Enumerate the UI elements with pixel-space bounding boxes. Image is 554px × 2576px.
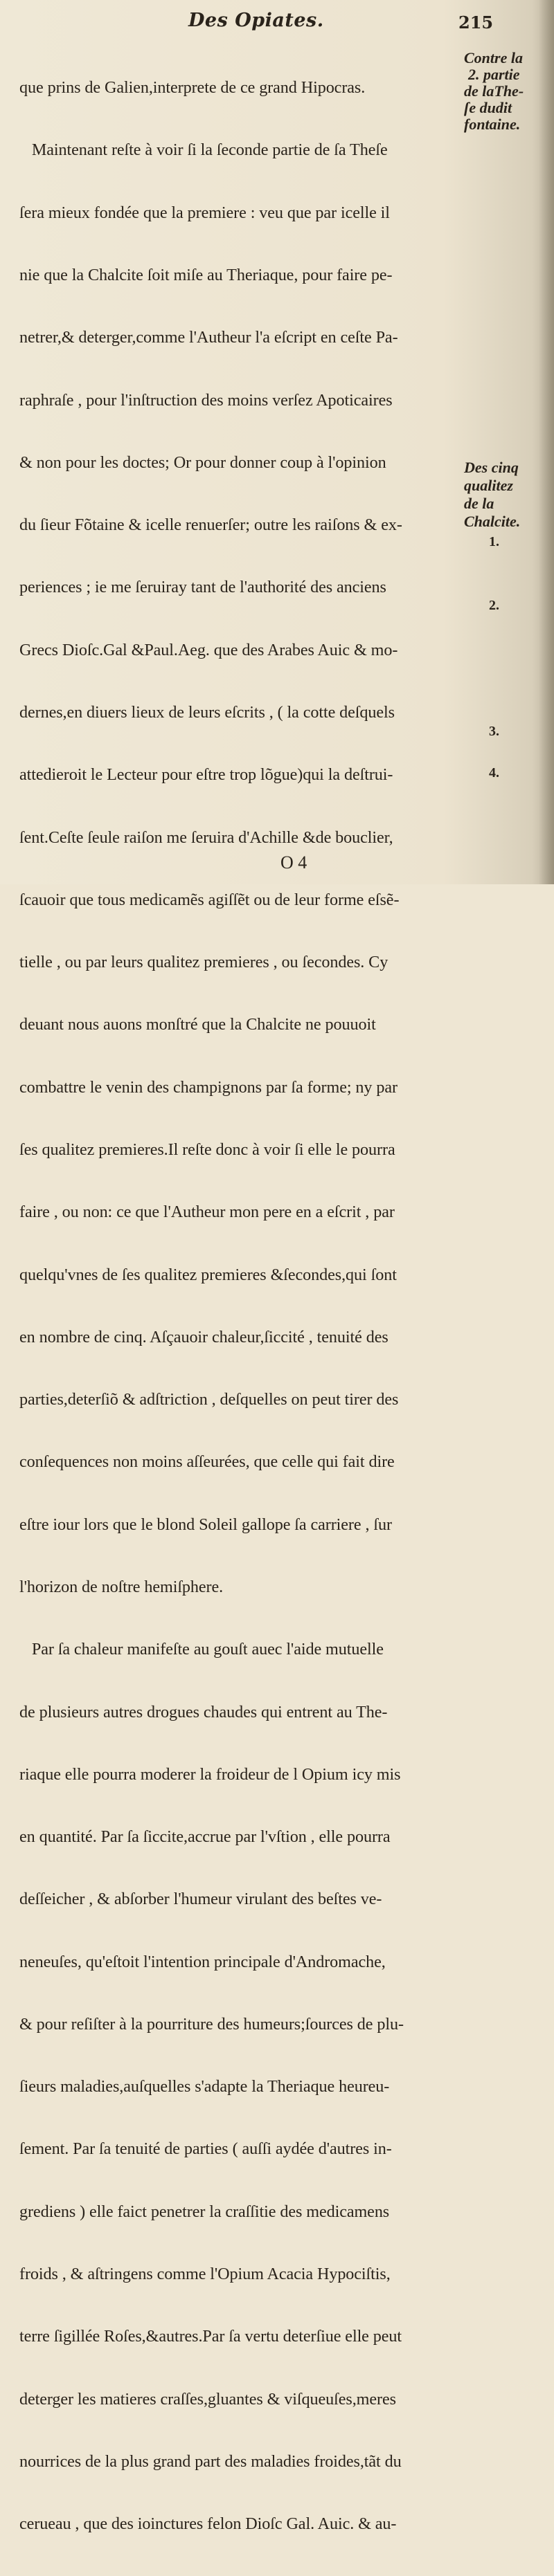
text-line: deuant nous auons monſtré que la Chalcite ne pouuoit	[19, 1015, 376, 1034]
margin-number: 2.	[489, 598, 499, 613]
text-line: quelqu'vnes de ſes qualitez premieres &ſecondes,qui ſont	[19, 1265, 397, 1284]
page-number: 215	[458, 12, 494, 33]
text-line: ſcauoir que tous medicamẽs agiſſẽt ou de leur forme eſsẽ-	[19, 890, 400, 909]
margin-note-line: Des cinq	[464, 459, 519, 476]
text-line: & non pour les doctes; Or pour donner coup à l'opinion	[19, 453, 386, 472]
margin-note-line: Chalcite.	[464, 513, 521, 530]
text-line: de plusieurs autres drogues chaudes qui entrent au The-	[19, 1702, 388, 1721]
text-line: en quantité. Par ſa ſiccite,accrue par l'vſtion , elle pourra	[19, 1827, 391, 1847]
margin-note-line: ſe dudit	[464, 99, 512, 116]
text-line: parties,deterſiõ & adſtriction , deſquelles on peut tirer des	[19, 1390, 399, 1409]
text-line: tielle , ou par leurs qualitez premieres , ou ſecondes. Cy	[19, 953, 388, 972]
text-line: ſement. Par ſa tenuité de parties ( auſſi aydée d'autres in-	[19, 2139, 392, 2159]
text-line: deſſeicher , & abſorber l'humeur virulant des beſtes ve-	[19, 1890, 382, 1909]
text-line: ſera mieux fondée que la premiere : veu que par icelle il	[19, 203, 390, 222]
text-line: Par ſa chaleur manifeſte au gouſt auec l'aide mutuelle	[19, 1640, 384, 1659]
page-edge-shadow	[539, 0, 554, 884]
text-line: combattre le venin des champignons par ſa forme; ny par	[19, 1077, 397, 1097]
text-line: en nombre de cinq. Aſçauoir chaleur,ſiccité , tenuité des	[19, 1327, 388, 1346]
margin-number: 4.	[489, 765, 499, 780]
text-line: raphraſe , pour l'inſtruction des moins verſez Apoticaires	[19, 390, 393, 410]
margin-note-line: fontaine.	[464, 116, 521, 133]
text-line: netrer,& deterger,comme l'Autheur l'a eſcript en ceſte Pa-	[19, 328, 398, 347]
margin-note-line: Contre la	[464, 49, 523, 66]
text-line: periences ; ie me ſeruiray tant de l'authorité des anciens	[19, 578, 386, 597]
text-line: terre ſigillée Roſes,&autres.Par ſa vertu deterſiue elle peut	[19, 2327, 402, 2346]
text-line: nie que la Chalcite ſoit miſe au Theriaque, pour faire pe-	[19, 266, 393, 285]
text-line: Maintenant reſte à voir ſi la ſeconde partie de ſa Theſe	[19, 140, 388, 160]
text-line: ſieurs maladies,auſquelles s'adapte la Theriaque heureu-	[19, 2077, 390, 2097]
text-line: froids , & aſtringens comme l'Opium Acacia Hypociſtis,	[19, 2265, 391, 2284]
running-head	[0, 10, 554, 37]
running-title: Des Opiates.	[188, 10, 324, 31]
margin-note-line: de la	[464, 495, 494, 512]
text-line: l'horizon de noſtre hemiſphere.	[19, 1577, 224, 1596]
body-text	[19, 36, 463, 2576]
text-line: ſes qualitez premieres.Il reſte donc à voir ſi elle le pourra	[19, 1140, 395, 1159]
text-line: Grecs Dioſc.Gal &Paul.Aeg. que des Arabes Auic & mo-	[19, 640, 398, 659]
text-line: que prins de Galien,interprete de ce grand Hipocras.	[19, 78, 366, 98]
text-line: du ſieur Fõtaine & icelle renuerſer; outre les raiſons & ex-	[19, 515, 402, 535]
text-line: eſtre iour lors que le blond Soleil gallope ſa carriere , ſur	[19, 1515, 392, 1534]
text-line: ſent.Ceſte ſeule raiſon me ſeruira d'Achille &de bouclier,	[19, 828, 393, 847]
text-line: dernes,en diuers lieux de leurs eſcrits , ( la cotte deſquels	[19, 703, 395, 722]
margin-note-line: 2. partie	[468, 66, 520, 83]
margin-note-line: qualitez	[464, 477, 513, 494]
text-line: deterger les matieres craſſes,gluantes & viſqueuſes,meres	[19, 2389, 396, 2409]
text-line: & pour reſiſter à la pourriture des humeurs;ſources de plu-	[19, 2014, 404, 2034]
text-line: faire , ou non: ce que l'Autheur mon pere en a eſcrit , par	[19, 1203, 395, 1222]
margin-number: 1.	[489, 534, 499, 549]
text-line: attedieroit le Lecteur pour eſtre trop lõgue)qui la deſtrui-	[19, 765, 393, 785]
text-line: conſequences non moins aſſeurées, que celle qui fait dire	[19, 1452, 395, 1472]
text-line: cerueau , que des ioinctures felon Dioſc Gal. Auic. & au-	[19, 2514, 397, 2534]
text-line: grediens ) elle faict penetrer la craſſitie des medicamens	[19, 2202, 390, 2221]
text-line: nourrices de la plus grand part des maladies froides,tãt du	[19, 2451, 402, 2471]
margin-note-line: de laThe-	[464, 82, 524, 100]
text-line: neneuſes, qu'eſtoit l'intention principale d'Andromache,	[19, 1952, 386, 1971]
signature-mark: O 4	[280, 852, 307, 873]
text-line: riaque elle pourra moderer la froideur de l Opium icy mis	[19, 1764, 401, 1784]
margin-number: 3.	[489, 724, 499, 739]
